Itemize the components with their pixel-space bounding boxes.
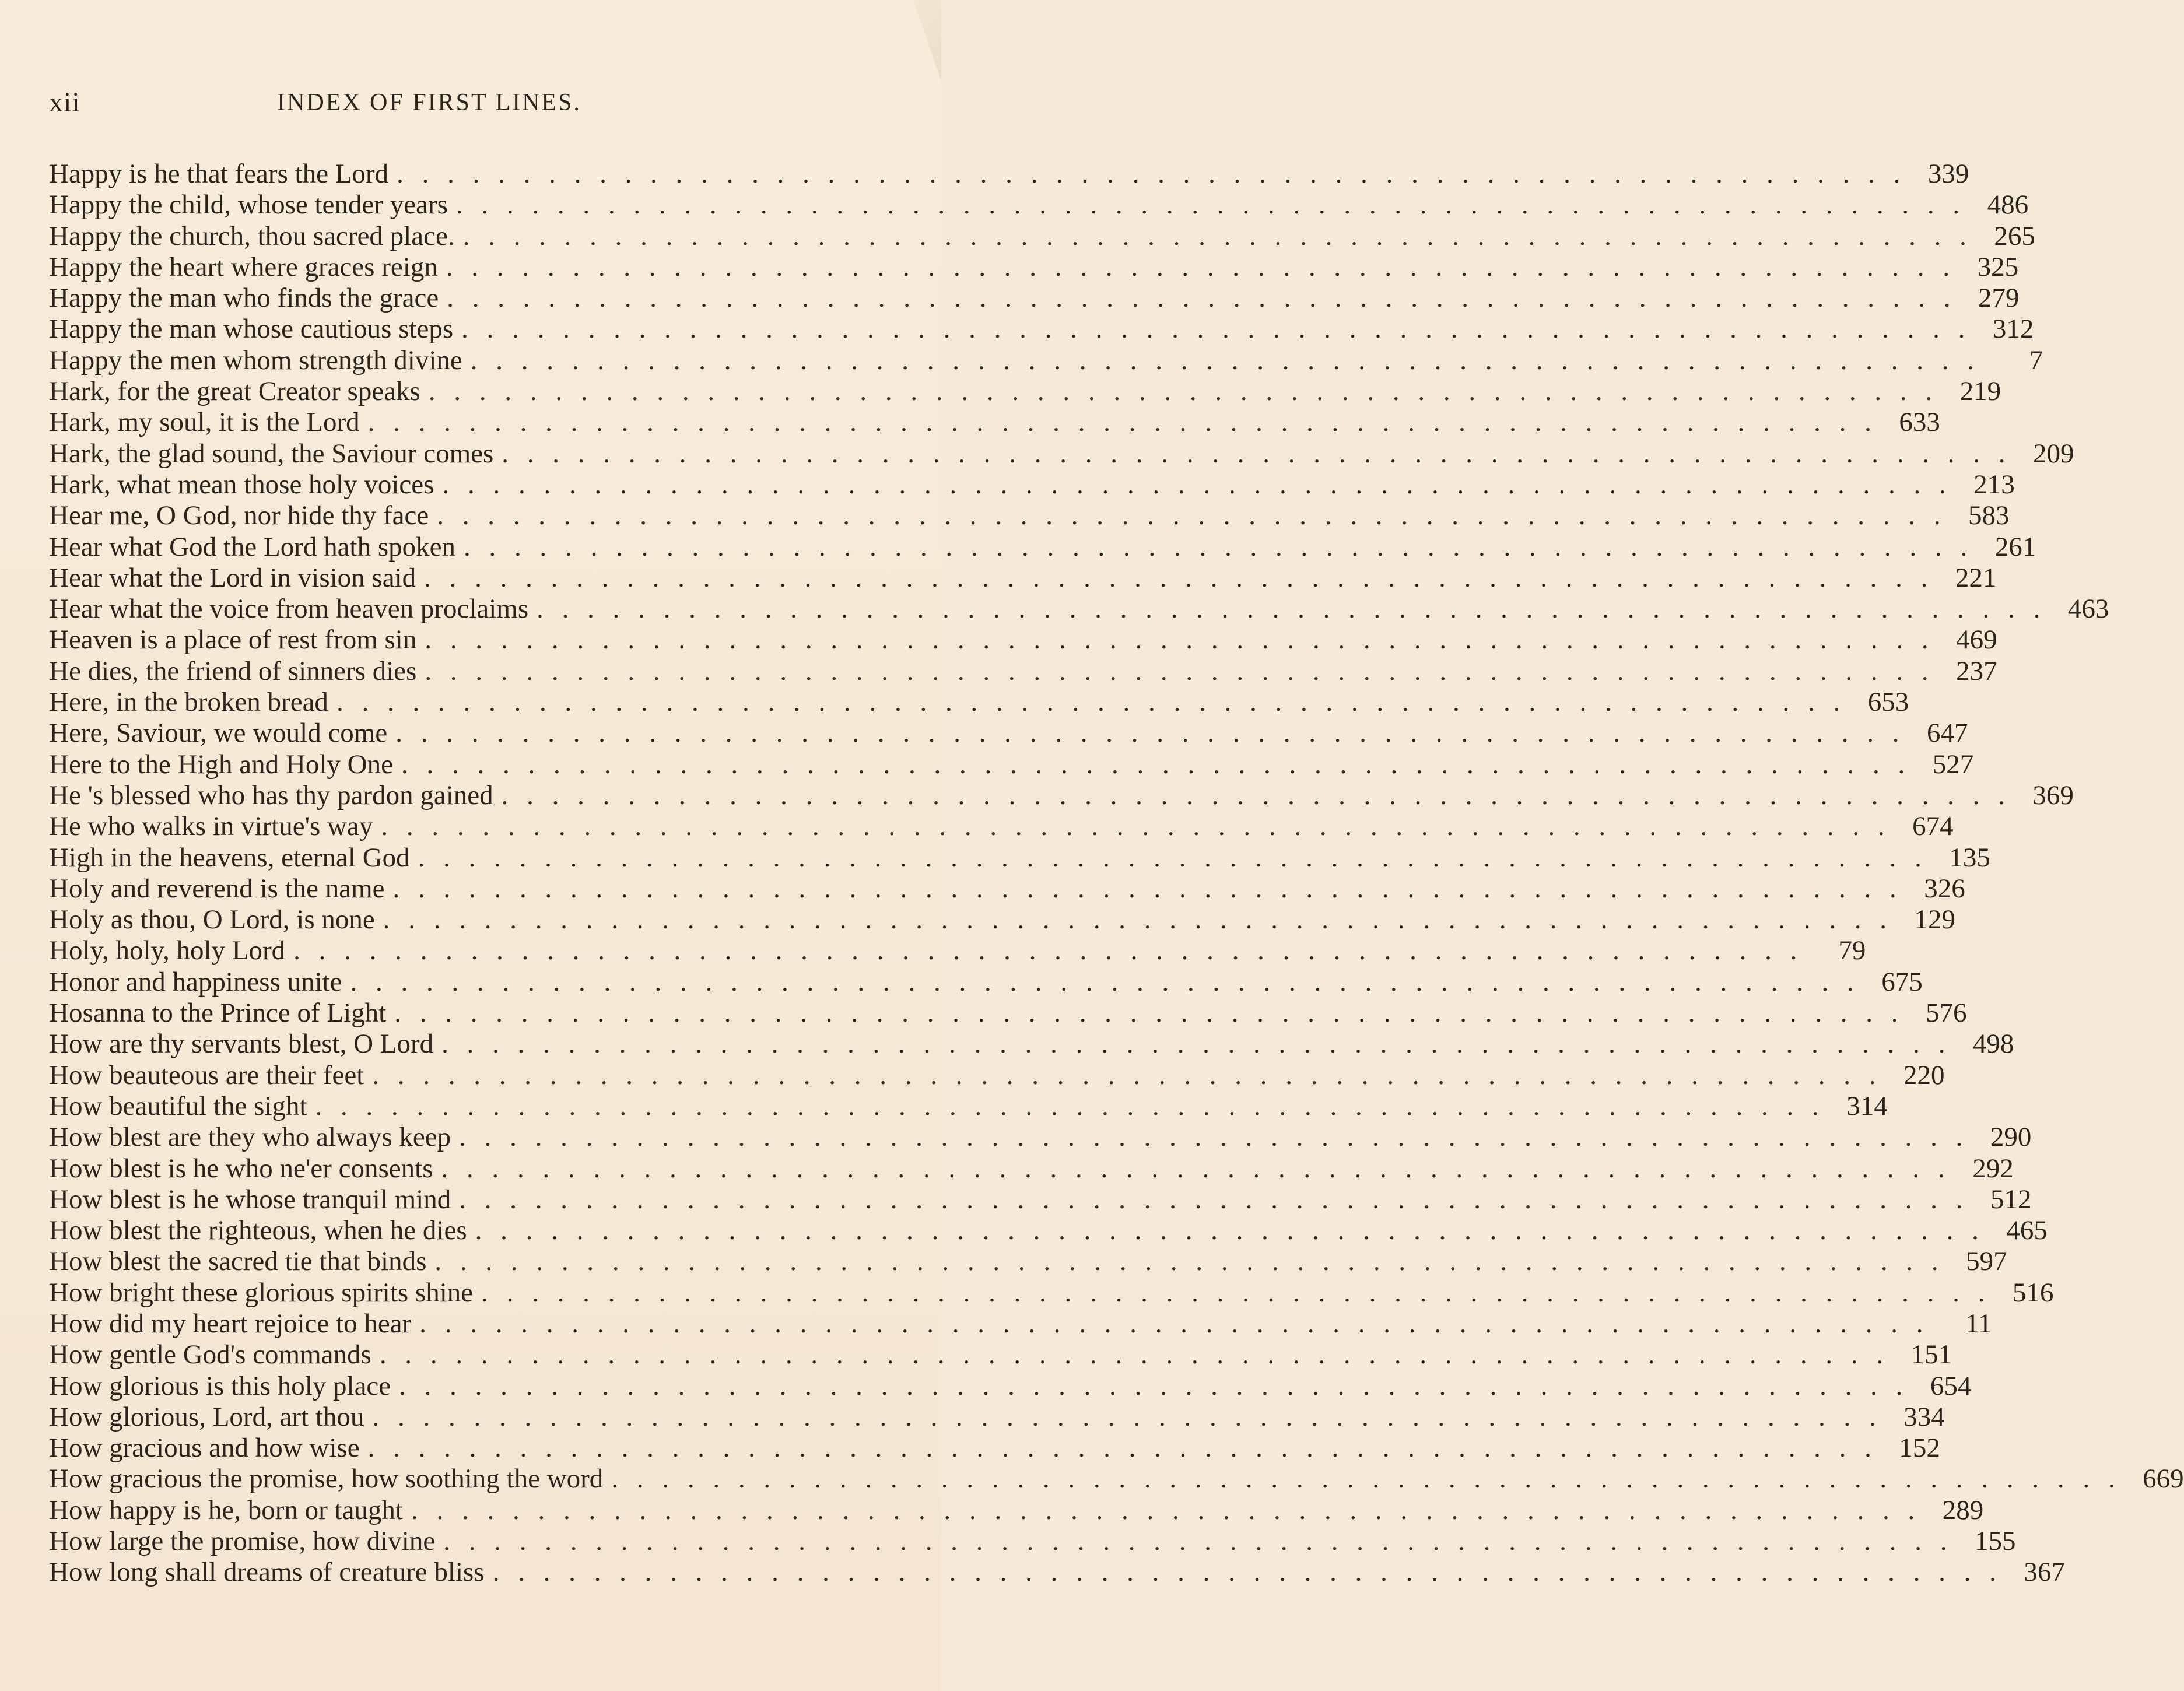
index-entry [49, 1246, 2007, 1277]
hymn-number: 653 [1867, 687, 1909, 718]
hymn-number: 314 [1846, 1090, 1888, 1121]
index-entry [49, 190, 2029, 220]
hymn-number: 512 [1990, 1184, 2032, 1215]
hymn-first-line: Hear what God the Lord hath spoken [49, 531, 455, 562]
dot-leader: . . . . . . . . . . . . . . . . . . . . . . . . . . . . . . . . . . . . . . . . . . . . . . . . . . . . . . . . . . . . [455, 190, 1966, 220]
index-entry [49, 1029, 2014, 1059]
dot-leader: . . . . . . . . . . . . . . . . . . . . . . . . . . . . . . . . . . . . . . . . . . . . . . . . . . . . . . . . . . . . [315, 1090, 1825, 1121]
index-entry [49, 1557, 2065, 1588]
hymn-number: 79 [1838, 935, 1866, 966]
hymn-number: 647 [1926, 718, 1968, 749]
hymn-number: 527 [1932, 749, 1974, 780]
dot-leader: . . . . . . . . . . . . . . . . . . . . . . . . . . . . . . . . . . . . . . . . . . . . . . . . . . . . . . . . . . . . [424, 562, 1934, 593]
index-entry [49, 780, 2074, 811]
dot-leader: . . . . . . . . . . . . . . . . . . . . . . . . . . . . . . . . . . . . . . . . . . . . . . . . . . . . . . . . . . . . [434, 1246, 1944, 1277]
page-title: INDEX OF FIRST LINES. [277, 89, 581, 116]
hymn-first-line: Hear me, O God, nor hide thy face [49, 500, 429, 531]
hymn-first-line: He who walks in virtue's way [49, 811, 373, 842]
index-entry [49, 500, 2010, 531]
hymn-number: 290 [1990, 1122, 2032, 1153]
hymn-number: 11 [1965, 1308, 1992, 1339]
hymn-first-line: Hark, what mean those holy voices [49, 469, 434, 500]
index-entry [49, 314, 2034, 345]
dot-leader: . . . . . . . . . . . . . . . . . . . . . . . . . . . . . . . . . . . . . . . . . . . . . . . . . . . . . . . . . . . . [611, 1464, 2121, 1494]
hymn-number: 213 [1973, 469, 2015, 500]
hymn-first-line: How beauteous are their feet [49, 1059, 364, 1090]
dot-leader: . . . . . . . . . . . . . . . . . . . . . . . . . . . . . . . . . . . . . . . . . . . . . . . . . . . . . . . . . . . . [470, 345, 1980, 376]
dot-leader: . . . . . . . . . . . . . . . . . . . . . . . . . . . . . . . . . . . . . . . . . . . . . . . . . . . . . . . . . . . . [381, 811, 1891, 842]
hymn-first-line: How blest is he whose tranquil mind [49, 1184, 451, 1215]
dot-leader: . . . . . . . . . . . . . . . . . . . . . . . . . . . . . . . . . . . . . . . . . . . . . . . . . . . . . . . . . . . . [372, 1059, 1882, 1090]
index-entry [49, 1433, 1940, 1464]
page-corner-shadow [848, 0, 941, 82]
hymn-first-line: Happy the man who finds the grace [49, 283, 439, 314]
index-entry [49, 1090, 1888, 1122]
hymn-number: 654 [1930, 1370, 1972, 1401]
index-entry [49, 531, 2036, 563]
index-entry [49, 1370, 1972, 1402]
hymn-first-line: Honor and happiness unite [49, 966, 342, 997]
hymn-number: 369 [2032, 780, 2074, 811]
hymn-first-line: Holy as thou, O Lord, is none [49, 904, 375, 935]
hymn-number: 326 [1924, 873, 1965, 904]
hymn-number: 583 [1968, 500, 2010, 531]
index-entry [49, 1401, 1945, 1433]
dot-leader: . . . . . . . . . . . . . . . . . . . . . . . . . . . . . . . . . . . . . . . . . . . . . . . . . . . . . . . . . . . . [461, 314, 1971, 345]
index-entry [49, 1215, 2048, 1246]
hymn-first-line: How are thy servants blest, O Lord [49, 1029, 434, 1059]
dot-leader: . . . . . . . . . . . . . . . . . . . . . . . . . . . . . . . . . . . . . . . . . . . . . . . . . . . . . . . . . . . . [501, 780, 2011, 811]
index-entry [49, 1339, 1952, 1370]
hymn-number: 152 [1899, 1433, 1940, 1464]
hymn-number: 498 [1972, 1029, 2014, 1059]
hymn-first-line: Happy is he that fears the Lord [49, 159, 389, 189]
index-entry [49, 966, 1923, 998]
hymn-number: 220 [1903, 1059, 1945, 1090]
hymn-first-line: How bright these glorious spirits shine [49, 1277, 474, 1308]
index-entry [49, 1122, 2032, 1153]
hymn-first-line: How gentle God's commands [49, 1339, 371, 1370]
dot-leader: . . . . . . . . . . . . . . . . . . . . . . . . . . . . . . . . . . . . . . . . . . . . . . . . . . . . . . . . . . . . [459, 1184, 1969, 1215]
hymn-number: 516 [2012, 1277, 2054, 1308]
hymn-number: 221 [1955, 562, 1997, 593]
index-entry [49, 935, 1866, 966]
dot-leader: . . . . . . . . . . . . . . . . . . . . . . . . . . . . . . . . . . . . . . . . . . . . . . . . . . . . . . . . . . . . [394, 998, 1904, 1029]
hymn-number: 325 [1977, 251, 2019, 282]
dot-leader: . . . . . . . . . . . . . . . . . . . . . . . . . . . . . . . . . . . . . . . . . . . . . . . . . . . . . . . . . . . . [397, 159, 1906, 189]
index-entry [49, 251, 2019, 283]
dot-leader: . . . . . . . . . . . . . . . . . . . . . . . . . . . . . . . . . . . . . . . . . . . . . . . . . . . . . . . . . . . . [481, 1277, 1991, 1308]
dot-leader: . . . . . . . . . . . . . . . . . . . . . . . . . . . . . . . . . . . . . . . . . . . . . . . . . . . . . . . . . . . . [437, 500, 1947, 531]
hymn-first-line: Holy and reverend is the name [49, 873, 385, 904]
hymn-first-line: Here, Saviour, we would come [49, 718, 388, 749]
hymn-first-line: Happy the men whom strength divine [49, 345, 462, 376]
hymn-first-line: Hark, the glad sound, the Saviour comes [49, 438, 494, 469]
hymn-first-line: Happy the church, thou sacred place. [49, 220, 455, 251]
index-entry [49, 687, 1909, 718]
index-entry [49, 1308, 1992, 1339]
index-entry [49, 1059, 1945, 1091]
dot-leader: . . . . . . . . . . . . . . . . . . . . . . . . . . . . . . . . . . . . . . . . . . . . . . . . . . . . . . . . . . . . [383, 904, 1892, 935]
dot-leader: . . . . . . . . . . . . . . . . . . . . . . . . . . . . . . . . . . . . . . . . . . . . . . . . . . . . . . . . . . . . [446, 251, 1956, 282]
hymn-number: 675 [1881, 966, 1923, 997]
dot-leader: . . . . . . . . . . . . . . . . . . . . . . . . . . . . . . . . . . . . . . . . . . . . . . . . . . . . . . . . . . . . [537, 594, 2046, 625]
hymn-number: 219 [1959, 376, 2001, 407]
index-entry [49, 1494, 1984, 1526]
hymn-number: 151 [1910, 1339, 1952, 1370]
hymn-first-line: How gracious and how wise [49, 1433, 360, 1464]
index-entry [49, 469, 2015, 500]
index-entry [49, 749, 1974, 780]
dot-leader: . . . . . . . . . . . . . . . . . . . . . . . . . . . . . . . . . . . . . . . . . . . . . . . . . . . . . . . . . . . . [379, 1339, 1889, 1370]
hymn-number: 367 [2024, 1557, 2065, 1588]
hymn-number: 261 [1994, 531, 2036, 562]
index-entry [49, 438, 2074, 469]
hymn-number: 674 [1912, 811, 1954, 842]
dot-leader: . . . . . . . . . . . . . . . . . . . . . . . . . . . . . . . . . . . . . . . . . . . . . . . . . . . . . . . . . . . . [411, 1494, 1921, 1525]
index-entry [49, 904, 1955, 935]
index-entry [49, 873, 1965, 904]
index-entry [49, 811, 1954, 842]
hymn-first-line: How long shall dreams of creature bliss [49, 1557, 485, 1588]
hymn-number: 279 [1978, 283, 2020, 314]
hymn-first-line: How glorious, Lord, art thou [49, 1401, 364, 1432]
hymn-number: 237 [1956, 655, 1997, 686]
dot-leader: . . . . . . . . . . . . . . . . . . . . . . . . . . . . . . . . . . . . . . . . . . . . . . . . . . . . . . . . . . . . [441, 1153, 1951, 1184]
index-entry [49, 718, 1968, 749]
hymn-first-line: How blest are they who always keep [49, 1122, 451, 1153]
page-number: xii [49, 87, 80, 118]
hymn-first-line: Hark, my soul, it is the Lord [49, 407, 360, 438]
hymn-first-line: Happy the heart where graces reign [49, 251, 438, 282]
first-lines-index [49, 159, 2184, 1588]
hymn-number: 669 [2143, 1464, 2184, 1494]
hymn-first-line: How did my heart rejoice to hear [49, 1308, 412, 1339]
hymn-first-line: Hear what the Lord in vision said [49, 562, 416, 593]
dot-leader: . . . . . . . . . . . . . . . . . . . . . . . . . . . . . . . . . . . . . . . . . . . . . . . . . . . . . . . . . . . . [443, 1526, 1953, 1557]
index-entry [49, 625, 1997, 655]
index-entry [49, 283, 2020, 314]
dot-leader: . . . . . . . . . . . . . . . . . . . . . . . . . . . . . . . . . . . . . . . . . . . . . . . . . . . . . . . . . . . . [475, 1215, 1985, 1246]
hymn-number: 465 [2006, 1215, 2048, 1246]
index-entry [49, 1526, 2016, 1557]
hymn-first-line: He 's blessed who has thy pardon gained [49, 780, 493, 811]
index-entry [49, 998, 1967, 1029]
dot-leader: . . . . . . . . . . . . . . . . . . . . . . . . . . . . . . . . . . . . . . . . . . . . . . . . . . . . . . . . . . . . [372, 1401, 1882, 1432]
hymn-first-line: Happy the man whose cautious steps [49, 314, 454, 345]
dot-leader: . . . . . . . . . . . . . . . . . . . . . . . . . . . . . . . . . . . . . . . . . . . . . . . . . . . . . . . . . . . . [442, 469, 1952, 500]
index-entry [49, 407, 1940, 438]
dot-leader: . . . . . . . . . . . . . . . . . . . . . . . . . . . . . . . . . . . . . . . . . . . . . . . . . . . . . . . . . . . . [367, 407, 1877, 438]
index-entry [49, 1184, 2032, 1215]
hymn-number: 469 [1956, 625, 1997, 655]
hymn-number: 209 [2033, 438, 2074, 469]
dot-leader: . . . . . . . . . . . . . . . . . . . . . . . . . . . . . . . . . . . . . . . . . . . . . . . . . . . . . . . . . . . . [367, 1433, 1877, 1464]
dot-leader: . . . . . . . . . . . . . . . . . . . . . . . . . . . . . . . . . . . . . . . . . . . . . . . . . . . . . . . . . . . . [492, 1557, 2002, 1588]
hymn-first-line: How beautiful the sight [49, 1090, 307, 1121]
dot-leader: . . . . . . . . . . . . . . . . . . . . . . . . . . . . . . . . . . . . . . . . . . . . . . . . . . . . . . . . . . . . [350, 966, 1860, 997]
dot-leader: . . . . . . . . . . . . . . . . . . . . . . . . . . . . . . . . . . . . . . . . . . . . . . . . . . . . . . . . . . . . [425, 655, 1934, 686]
dot-leader: . . . . . . . . . . . . . . . . . . . . . . . . . . . . . . . . . . . . . . . . . . . . . . . . . . . . . . . . . . . . [459, 1122, 1969, 1153]
hymn-first-line: Happy the child, whose tender years [49, 190, 448, 220]
dot-leader: . . . . . . . . . . . . . . . . . . . . . . . . . . . . . . . . . . . . . . . . . . . . . . . . . . . . . . . . . . . . [502, 438, 2011, 469]
hymn-first-line: Here to the High and Holy One [49, 749, 393, 780]
hymn-first-line: How happy is he, born or taught [49, 1494, 403, 1525]
dot-leader: . . . . . . . . . . . . . . . . . . . . . . . . . . . . . . . . . . . . . . . . . . . . . . . . . . . . . . . . . . . . [336, 687, 1846, 718]
hymn-number: 155 [1974, 1526, 2016, 1557]
hymn-first-line: How gracious the promise, how soothing the word [49, 1464, 604, 1494]
index-entry [49, 655, 1997, 687]
hymn-number: 292 [1972, 1153, 2014, 1184]
index-entry [49, 376, 2001, 407]
dot-leader: . . . . . . . . . . . . . . . . . . . . . . . . . . . . . . . . . . . . . . . . . . . . . . . . . . . . . . . . . . . . [462, 220, 1972, 251]
index-entry [49, 1153, 2014, 1184]
hymn-first-line: Holy, holy, holy Lord [49, 935, 286, 966]
dot-leader: . . . . . . . . . . . . . . . . . . . . . . . . . . . . . . . . . . . . . . . . . . . . . . . . . . . . . . . . . . . . [419, 1308, 1929, 1339]
dot-leader: . . . . . . . . . . . . . . . . . . . . . . . . . . . . . . . . . . . . . . . . . . . . . . . . . . . . . . . . . . . . [392, 873, 1902, 904]
hymn-first-line: How glorious is this holy place [49, 1370, 391, 1401]
index-entry [49, 345, 2043, 376]
hymn-first-line: How blest the sacred tie that binds [49, 1246, 427, 1277]
hymn-number: 576 [1925, 998, 1967, 1029]
hymn-number: 265 [1994, 220, 2035, 251]
hymn-number: 135 [1949, 842, 1990, 873]
hymn-number: 7 [2029, 345, 2043, 376]
dot-leader: . . . . . . . . . . . . . . . . . . . . . . . . . . . . . . . . . . . . . . . . . . . . . . . . . . . . . . . . . . . . [399, 1370, 1909, 1401]
hymn-first-line: Hear what the voice from heaven proclaims [49, 594, 529, 625]
dot-leader: . . . . . . . . . . . . . . . . . . . . . . . . . . . . . . . . . . . . . . . . . . . . . . . . . . . . . . . . . . . . [463, 531, 1973, 562]
dot-leader: . . . . . . . . . . . . . . . . . . . . . . . . . . . . . . . . . . . . . . . . . . . . . . . . . . . . . . . . . . . . [401, 749, 1911, 780]
index-entry [49, 220, 2035, 252]
hymn-number: 463 [2067, 594, 2109, 625]
hymn-number: 289 [1942, 1494, 1984, 1525]
dot-leader: . . . . . . . . . . . . . . . . . . . . . . . . . . . . . . . . . . . . . . . . . . . . . . . . . . . . . . . . . . . . [428, 376, 1938, 407]
hymn-first-line: How large the promise, how divine [49, 1526, 436, 1557]
hymn-number: 129 [1914, 904, 1955, 935]
hymn-first-line: He dies, the friend of sinners dies [49, 655, 417, 686]
page-header [0, 85, 941, 120]
index-entry [49, 842, 1990, 873]
hymn-number: 633 [1899, 407, 1940, 438]
hymn-first-line: How blest the righteous, when he dies [49, 1215, 467, 1246]
dot-leader: . . . . . . . . . . . . . . . . . . . . . . . . . . . . . . . . . . . . . . . . . . . . . . . . . . . . . . . . . . . . [425, 625, 1934, 655]
index-entry [49, 1464, 2184, 1494]
dot-leader: . . . . . . . . . . . . . . . . . . . . . . . . . . . . . . . . . . . . . . . . . . . . . . . . . . . . . . . . . . . . [441, 1029, 1951, 1059]
hymn-number: 339 [1927, 159, 1969, 189]
hymn-first-line: Here, in the broken bread [49, 687, 328, 718]
hymn-number: 597 [1966, 1246, 2007, 1277]
index-entry [49, 562, 1997, 594]
index-entry [49, 594, 2109, 625]
dot-leader: . . . . . . . . . . . . . . . . . . . . . . . . . . . . . . . . . . . . . . . . . . . . . . . . . . . . . . . . . . . . [395, 718, 1905, 749]
hymn-number: 486 [1987, 190, 2029, 220]
hymn-first-line: Heaven is a place of rest from sin [49, 625, 417, 655]
dot-leader: . . . . . . . . . . . . . . . . . . . . . . . . . . . . . . . . . . . . . . . . . . . . . . . . . . . . . . . . . . . . [447, 283, 1957, 314]
dot-leader: . . . . . . . . . . . . . . . . . . . . . . . . . . . . . . . . . . . . . . . . . . . . . . . . . . . . . . . . . . . . [418, 842, 1927, 873]
index-entry [49, 159, 1969, 190]
hymn-number: 312 [1992, 314, 2034, 345]
hymn-first-line: How blest is he who ne'er consents [49, 1153, 433, 1184]
dot-leader: . . . . . . . . . . . . . . . . . . . . . . . . . . . . . . . . . . . . . . . . . . . . . . . . . . . . . . . . . . . . [293, 935, 1803, 966]
hymn-number: 334 [1903, 1401, 1945, 1432]
hymn-first-line: High in the heavens, eternal God [49, 842, 410, 873]
index-entry [49, 1277, 2054, 1308]
hymn-first-line: Hosanna to the Prince of Light [49, 998, 387, 1029]
hymn-first-line: Hark, for the great Creator speaks [49, 376, 420, 407]
